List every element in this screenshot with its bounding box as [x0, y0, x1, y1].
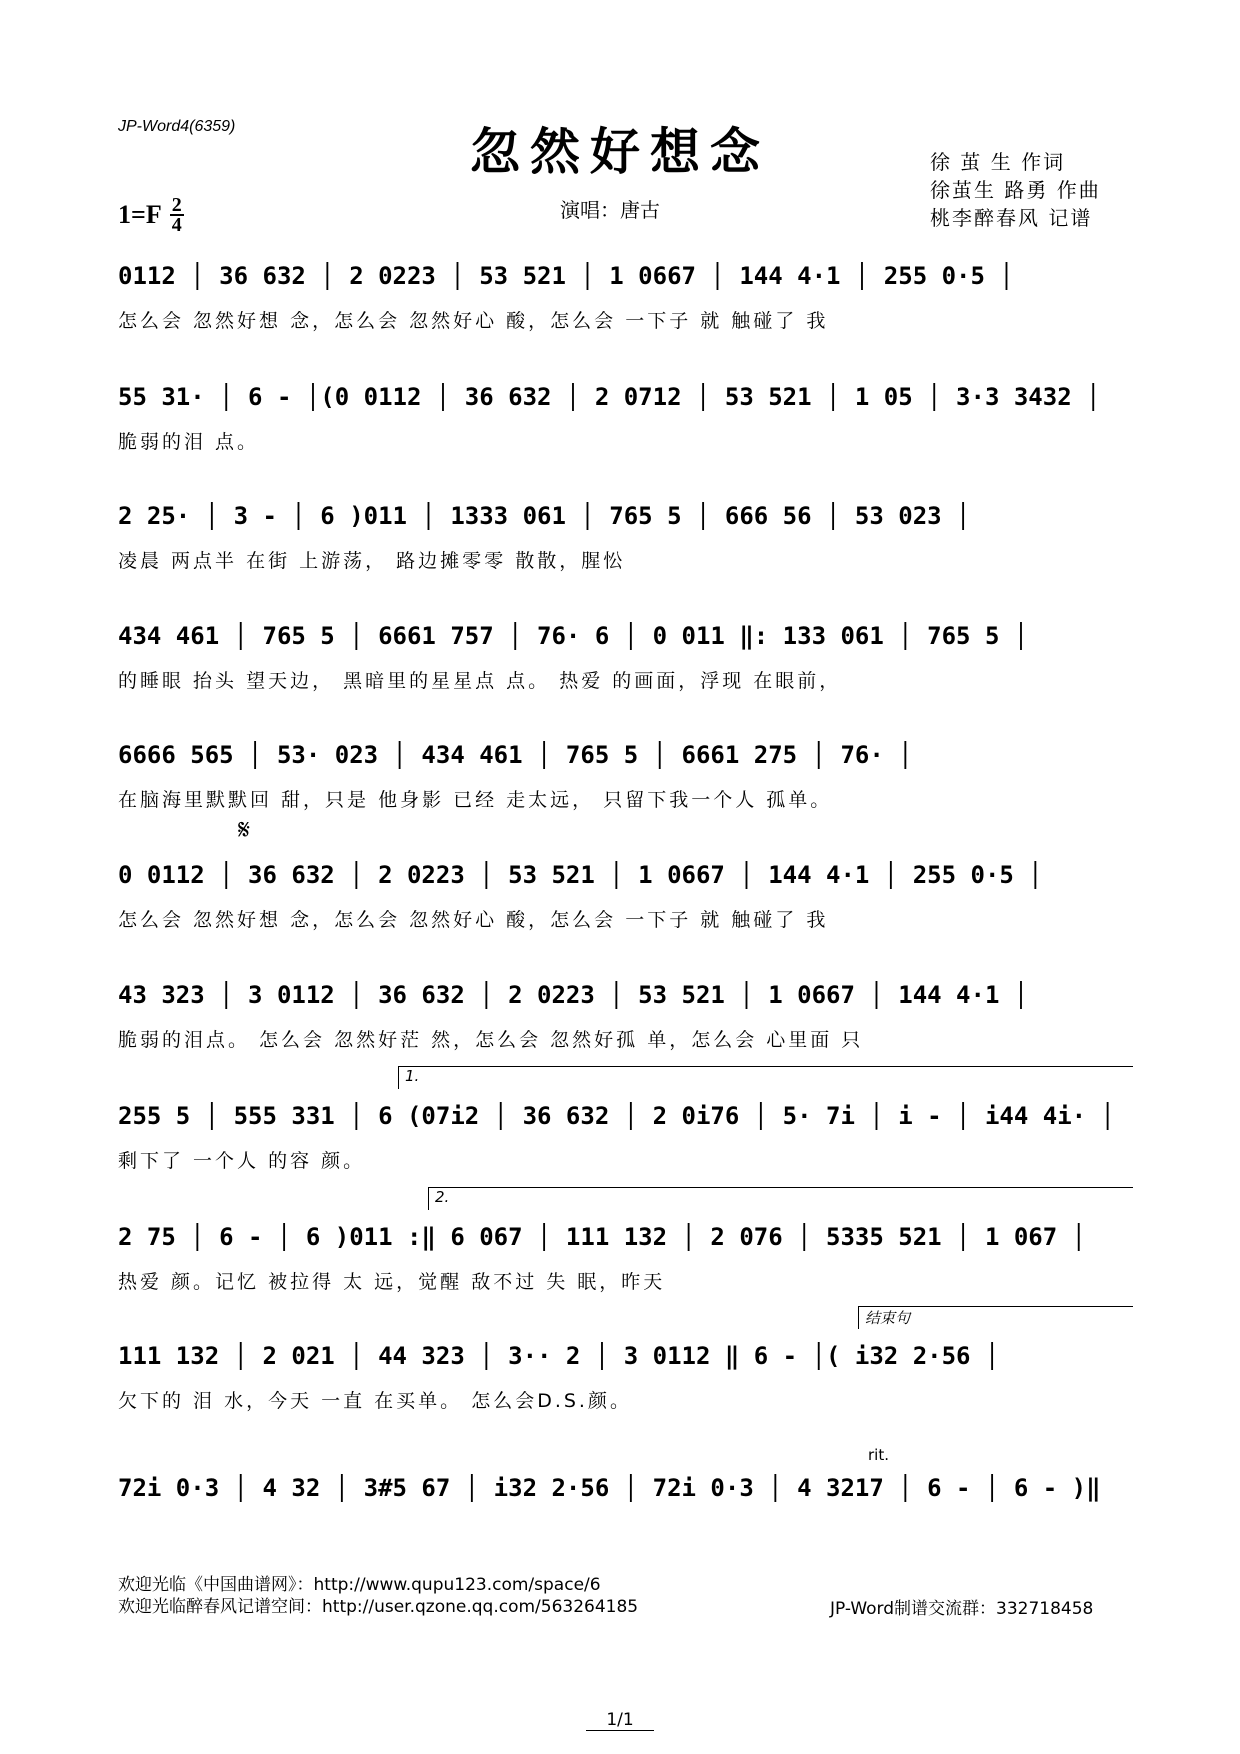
software-label: JP-Word4(6359) — [118, 118, 236, 135]
lyric-line: 剩下了 一个人 的容 颜。 — [118, 1150, 366, 1172]
lyric-line: 的睡眼 抬头 望天边， 黑暗里的星星点 点。 热爱 的画面，浮现 在眼前， — [118, 670, 842, 692]
lyric-line: 凌晨 两点半 在街 上游荡， 路边摊零零 散散，腥忪 — [118, 550, 626, 572]
lyric-line: 怎么会 忽然好想 念，怎么会 忽然好心 酸，怎么会 一下子 就 触碰了 我 — [118, 310, 829, 332]
time-signature — [170, 196, 184, 234]
composer-credit: 徐茧生 路勇 作曲 — [930, 178, 1101, 202]
lyricist-credit: 徐 茧 生 作词 — [930, 150, 1066, 174]
lyric-line: 欠下的 泪 水，今天 一直 在买单。 怎么会D.S.颜。 — [118, 1390, 632, 1412]
notation-line: 255 5 │ 555 331 │ 6 (07i2 │ 36 632 │ 2 0i76 │ 5· 7i │ i - │ i44 4i· │ — [118, 1102, 1115, 1130]
notation-line: 0 0112 │ 36 632 │ 2 0223 │ 53 521 │ 1 0667 │ 144 4·1 │ 255 0·5 │ — [118, 861, 1043, 889]
ritardando-marking: rit. — [868, 1446, 889, 1464]
key-signature — [118, 196, 184, 234]
volta-bracket-2: 2. — [428, 1187, 1133, 1210]
key-label: 1=F — [118, 200, 162, 229]
coda-bracket: 结束句 — [858, 1306, 1133, 1329]
lyric-line: 脆弱的泪 点。 — [118, 431, 260, 453]
footer-group: JP-Word制谱交流群：332718458 — [830, 1599, 1094, 1619]
lyric-line: 热爱 颜。记忆 被拉得 太 远，觉醒 敌不过 失 眠，昨天 — [118, 1271, 666, 1293]
credits — [930, 148, 1101, 232]
notation-line: 111 132 │ 2 021 │ 44 323 │ 3·· 2 │ 3 0112 ‖ 6 - │( i32 2·56 │ — [118, 1342, 1000, 1370]
lyric-line: 脆弱的泪点。 怎么会 忽然好茫 然，怎么会 忽然好孤 单，怎么会 心里面 只 — [118, 1029, 864, 1051]
volta-bracket-1: 1. — [398, 1066, 1133, 1089]
singer-label: 演唱：唐古 — [560, 198, 660, 222]
notation-line: 2 75 │ 6 - │ 6 )011 :‖ 6 067 │ 111 132 │ 2 076 │ 5335 521 │ 1 067 │ — [118, 1223, 1087, 1251]
song-title: 忽然好想念 — [470, 122, 770, 181]
notation-line: 72i 0·3 │ 4 32 │ 3#5 67 │ i32 2·56 │ 72i 0·3 │ 4 3217 │ 6 - │ 6 - )‖ — [118, 1474, 1101, 1502]
notation-line: 6666 565 │ 53· 023 │ 434 461 │ 765 5 │ 6661 275 │ 76· │ — [118, 741, 913, 769]
notation-line: 0112 │ 36 632 │ 2 0223 │ 53 521 │ 1 0667 │ 144 4·1 │ 255 0·5 │ — [118, 262, 1014, 290]
page-number — [0, 1710, 1240, 1730]
notation-line: 55 31· │ 6 - │(0 0112 │ 36 632 │ 2 0712 │ 53 521 │ 1 05 │ 3·3 3432 │ — [118, 383, 1101, 411]
notation-line: 2 25· │ 3 - │ 6 )011 │ 1333 061 │ 765 5 │ 666 56 │ 53 023 │ — [118, 502, 971, 530]
lyric-line: 怎么会 忽然好想 念，怎么会 忽然好心 酸，怎么会 一下子 就 触碰了 我 — [118, 909, 829, 931]
transcriber-credit: 桃李醉春风 记谱 — [930, 206, 1093, 230]
page-number-text: 1/1 — [586, 1710, 653, 1731]
footer-line-qupu: 欢迎光临《中国曲谱网》：http://www.qupu123.com/space/6 — [118, 1575, 601, 1595]
time-sig-top: 2 — [171, 194, 182, 216]
time-sig-bottom: 4 — [171, 214, 182, 236]
lyric-line: 在脑海里默默回 甜，只是 他身影 已经 走太远， 只留下我一个人 孤单。 — [118, 789, 833, 811]
footer-line-qzone: 欢迎光临醉春风记谱空间：http://user.qzone.qq.com/563264185 — [118, 1597, 639, 1617]
segno-sign: 𝄋 — [238, 813, 251, 846]
footer-links — [118, 1574, 638, 1618]
notation-line: 434 461 │ 765 5 │ 6661 757 │ 76· 6 │ 0 011 ‖: 133 061 │ 765 5 │ — [118, 622, 1029, 650]
notation-line: 43 323 │ 3 0112 │ 36 632 │ 2 0223 │ 53 521 │ 1 0667 │ 144 4·1 │ — [118, 981, 1029, 1009]
